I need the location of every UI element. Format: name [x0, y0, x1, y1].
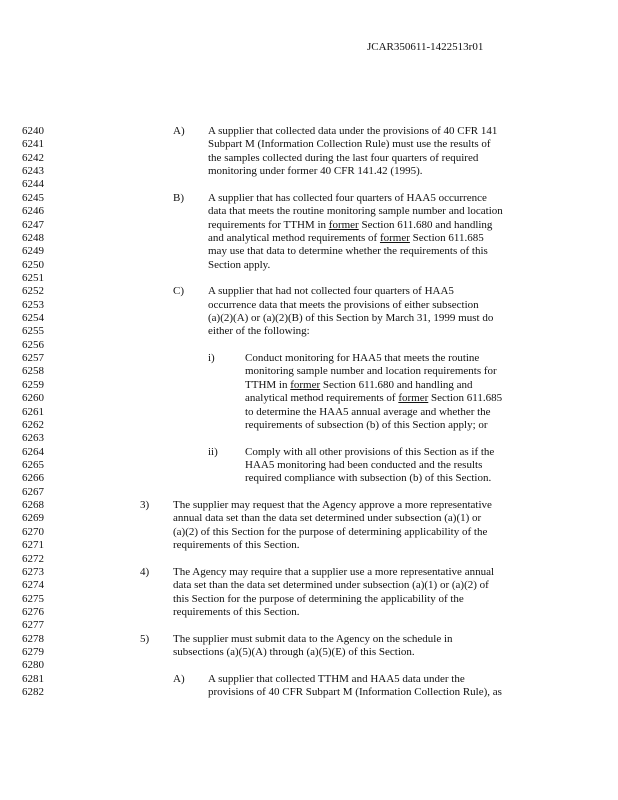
text-segment: occurrence data that meets the provisions of either subsection	[208, 298, 479, 311]
document-line	[0, 138, 618, 151]
line-text	[173, 526, 487, 539]
line-number: 6265	[22, 459, 44, 471]
line-number: 6250	[22, 258, 44, 271]
line-number: 6281	[22, 672, 44, 685]
document-line	[0, 178, 618, 191]
line-text	[245, 406, 491, 419]
text-segment: The supplier must submit data to the Agency on the schedule in	[173, 632, 453, 645]
line-text	[245, 352, 479, 365]
line-number: 6243	[22, 165, 44, 178]
line-text	[208, 673, 465, 686]
line-text	[208, 259, 270, 272]
document-line	[0, 579, 618, 592]
document-line	[0, 593, 618, 606]
document-line	[0, 646, 618, 659]
line-text	[208, 312, 493, 325]
text-segment: Section 611.680 and handling	[358, 218, 493, 231]
line-number: 6257	[22, 352, 44, 365]
document-line	[0, 312, 618, 325]
line-text	[208, 205, 503, 218]
line-number: 6278	[22, 632, 44, 645]
document-line	[0, 553, 618, 566]
line-number: 6279	[22, 646, 44, 659]
line-number: 6246	[22, 205, 44, 218]
text-segment: and analytical method requirements of	[208, 231, 380, 244]
document-line	[0, 472, 618, 485]
document-line	[0, 499, 618, 512]
line-number: 6276	[22, 605, 44, 618]
paragraph-label: 3)	[140, 499, 150, 512]
text-segment: A supplier that collected data under the provisions of 40 CFR 141	[208, 125, 498, 137]
line-number: 6256	[22, 338, 44, 351]
document-line	[0, 205, 618, 218]
document-line	[0, 299, 618, 312]
line-number: 6245	[22, 191, 44, 204]
line-number: 6241	[22, 138, 44, 151]
text-segment: Section 611.685	[409, 231, 484, 244]
document-line	[0, 673, 618, 686]
text-segment: Section 611.685	[428, 392, 503, 405]
line-number: 6253	[22, 298, 44, 311]
line-text	[245, 459, 482, 472]
text-segment: (a)(2)(A) or (a)(2)(B) of this Section by March 31, 1999 must do	[208, 312, 494, 325]
line-number: 6270	[22, 525, 44, 538]
text-segment: provisions of 40 CFR Subpart M (Information Collection Rule), as	[208, 686, 502, 699]
line-number: 6264	[22, 445, 44, 458]
text-segment: data that meets the routine monitoring sample number and location	[208, 205, 503, 218]
document-line	[0, 325, 618, 338]
line-number: 6260	[22, 392, 44, 405]
text-segment: The supplier may request that the Agency approve a more representative	[173, 499, 492, 512]
text-segment: A supplier that had not collected four quarters of HAA5	[208, 285, 454, 298]
line-number: 6248	[22, 231, 44, 244]
document-line	[0, 606, 618, 619]
paragraph-label: B)	[173, 191, 184, 204]
line-text	[208, 299, 479, 312]
document-line	[0, 232, 618, 245]
text-segment: may use that data to determine whether the requirements of this	[208, 245, 488, 258]
line-text	[173, 646, 415, 659]
underlined-text: former	[328, 218, 359, 231]
document-line	[0, 339, 618, 352]
line-number: 6242	[22, 151, 44, 164]
line-number: 6277	[22, 619, 44, 632]
text-segment: the samples collected during the last four quarters of required	[208, 151, 479, 164]
document-line	[0, 125, 618, 138]
line-number: 6271	[22, 539, 44, 552]
line-number: 6269	[22, 512, 44, 525]
paragraph-label: 5)	[140, 632, 150, 645]
document-line	[0, 566, 618, 579]
line-number: 6255	[22, 325, 44, 338]
line-number: 6272	[22, 552, 44, 565]
document-line	[0, 526, 618, 539]
line-text	[173, 539, 299, 552]
document-line	[0, 365, 618, 378]
document-line	[0, 512, 618, 525]
line-text	[173, 499, 492, 512]
line-number: 6280	[22, 659, 44, 672]
document-line	[0, 245, 618, 258]
line-text	[208, 686, 502, 699]
text-segment: requirements of this Section.	[173, 539, 300, 552]
document-line	[0, 285, 618, 298]
line-text	[245, 472, 491, 485]
text-segment: HAA5 monitoring had been conducted and the results	[245, 459, 483, 471]
document-line	[0, 459, 618, 472]
text-segment: (a)(2) of this Section for the purpose of determining applicability of the	[173, 525, 488, 538]
text-segment: monitoring sample number and location requirements for	[245, 365, 497, 378]
line-text	[173, 512, 481, 525]
line-number: 6274	[22, 579, 44, 592]
text-segment: monitoring under former 40 CFR 141.42 (1995).	[208, 165, 423, 178]
paragraph-label: A)	[173, 125, 185, 137]
document-id-header: JCAR350611-1422513r01	[367, 41, 484, 53]
line-number: 6263	[22, 432, 44, 445]
text-segment: TTHM in	[245, 378, 291, 391]
text-segment: analytical method requirements of	[245, 392, 399, 405]
line-number: 6282	[22, 686, 44, 699]
document-line	[0, 539, 618, 552]
document-line	[0, 379, 618, 392]
line-number: 6259	[22, 378, 44, 391]
document-line	[0, 633, 618, 646]
line-text	[208, 125, 497, 138]
line-number: 6275	[22, 592, 44, 605]
document-line	[0, 219, 618, 232]
text-segment: annual data set than the data set determined under subsection (a)(1) or	[173, 512, 482, 525]
line-text	[245, 365, 497, 378]
paragraph-label: 4)	[140, 565, 150, 578]
document-line	[0, 486, 618, 499]
document-line	[0, 446, 618, 459]
underlined-text: former	[379, 231, 410, 244]
line-number: 6262	[22, 418, 44, 431]
text-segment: to determine the HAA5 annual average and whether the	[245, 405, 491, 418]
text-segment: requirements for TTHM in	[208, 218, 329, 231]
line-text	[245, 419, 488, 432]
text-segment: A supplier that has collected four quarters of HAA5 occurrence	[208, 191, 487, 204]
line-text	[208, 192, 487, 205]
line-text	[208, 152, 478, 165]
text-segment: Section 611.680 and handling and	[320, 378, 473, 391]
document-line	[0, 259, 618, 272]
line-text	[173, 593, 464, 606]
document-line	[0, 165, 618, 178]
line-number: 6267	[22, 485, 44, 498]
document-line	[0, 619, 618, 632]
line-text	[173, 579, 489, 592]
text-segment: data set than the data set determined under subsection (a)(1) or (a)(2) of	[173, 579, 489, 592]
paragraph-label: i)	[208, 352, 215, 365]
line-number: 6252	[22, 285, 44, 298]
text-segment: subsections (a)(5)(A) through (a)(5)(E) of this Section.	[173, 646, 415, 659]
line-number: 6268	[22, 499, 44, 512]
text-segment: required compliance with subsection (b) of this Section.	[245, 472, 492, 485]
document-line	[0, 352, 618, 365]
text-segment: Section apply.	[208, 258, 271, 271]
line-text	[208, 165, 422, 178]
line-text	[173, 633, 453, 646]
line-text	[208, 138, 491, 151]
line-text	[173, 566, 494, 579]
line-number: 6244	[22, 178, 44, 191]
line-number: 6273	[22, 565, 44, 578]
line-number: 6251	[22, 271, 44, 284]
underlined-text: former	[290, 378, 321, 391]
document-line	[0, 432, 618, 445]
text-segment: either of the following:	[208, 325, 310, 338]
line-text	[208, 285, 454, 298]
document-line	[0, 406, 618, 419]
text-segment: Conduct monitoring for HAA5 that meets the routine	[245, 352, 480, 365]
line-text	[208, 325, 310, 338]
document-line	[0, 686, 618, 699]
document-line	[0, 192, 618, 205]
line-number: 6266	[22, 472, 44, 485]
text-segment: Comply with all other provisions of this Section as if the	[245, 445, 495, 458]
line-text	[245, 379, 473, 392]
document-line	[0, 392, 618, 405]
text-segment: requirements of subsection (b) of this Section apply; or	[245, 418, 488, 431]
line-text	[208, 245, 488, 258]
paragraph-label: ii)	[208, 445, 218, 458]
text-segment: The Agency may require that a supplier use a more representative annual	[173, 565, 495, 578]
document-line	[0, 152, 618, 165]
paragraph-label: C)	[173, 285, 184, 298]
line-number: 6240	[22, 125, 44, 137]
line-text	[245, 446, 494, 459]
line-number: 6261	[22, 405, 44, 418]
text-segment: A supplier that collected TTHM and HAA5 data under the	[208, 672, 465, 685]
document-line	[0, 272, 618, 285]
line-text	[208, 232, 484, 245]
text-segment: Subpart M (Information Collection Rule) must use the results of	[208, 138, 491, 151]
paragraph-label: A)	[173, 672, 185, 685]
text-segment: requirements of this Section.	[173, 605, 300, 618]
document-line	[0, 419, 618, 432]
document-line	[0, 659, 618, 672]
line-text	[173, 606, 299, 619]
line-text	[208, 219, 492, 232]
text-segment: this Section for the purpose of determining the applicability of the	[173, 592, 464, 605]
line-number: 6247	[22, 218, 44, 231]
underlined-text: former	[398, 392, 429, 405]
line-number: 6258	[22, 365, 44, 378]
line-number: 6249	[22, 245, 44, 258]
line-text	[245, 392, 502, 405]
line-number: 6254	[22, 312, 44, 325]
